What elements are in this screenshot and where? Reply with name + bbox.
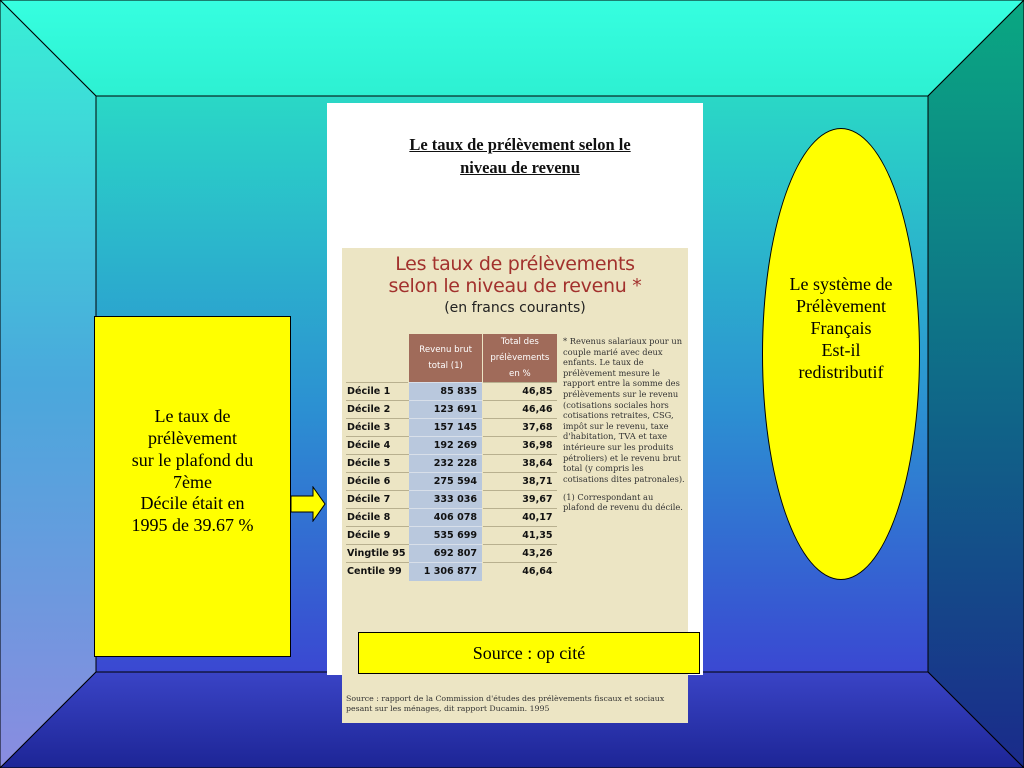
row-label: Centile 99	[346, 563, 409, 581]
left-callout-box	[94, 316, 291, 657]
row-total: 40,17	[483, 509, 557, 527]
table-row	[346, 473, 557, 491]
row-total: 41,35	[483, 527, 557, 545]
row-label: Décile 6	[346, 473, 409, 491]
document-title	[327, 133, 703, 179]
table-row	[346, 563, 557, 581]
table-header-total: Total des prélèvements en %	[483, 334, 557, 383]
row-revenu: 692 807	[409, 545, 483, 563]
row-label: Décile 8	[346, 509, 409, 527]
row-label: Décile 3	[346, 419, 409, 437]
right-arrow-icon	[291, 486, 327, 522]
table-row	[346, 383, 557, 401]
deciles-table	[346, 334, 557, 581]
scan-subtitle: (en francs courants)	[444, 300, 586, 316]
row-total: 38,64	[483, 455, 557, 473]
table-row	[346, 455, 557, 473]
oval-line: Prélèvement	[796, 296, 886, 317]
row-total: 46,64	[483, 563, 557, 581]
scan-title-line: Les taux de prélèvements	[395, 253, 635, 275]
oval-line: Le système de	[789, 274, 893, 295]
row-revenu: 232 228	[409, 455, 483, 473]
row-revenu: 123 691	[409, 401, 483, 419]
table-row	[346, 491, 557, 509]
top-wall	[0, 0, 1024, 96]
row-total: 38,71	[483, 473, 557, 491]
document-image	[327, 103, 703, 714]
left-callout-line: sur le plafond du	[131, 449, 254, 470]
table-body	[346, 383, 557, 581]
row-total: 39,67	[483, 491, 557, 509]
scan-title	[342, 254, 688, 298]
row-total: 43,26	[483, 545, 557, 563]
row-label: Décile 7	[346, 491, 409, 509]
oval-line: Est-il	[821, 339, 861, 360]
document-title-line: Le taux de prélèvement selon le	[409, 135, 631, 154]
table-header-revenu: Revenu brut total (1)	[409, 334, 483, 383]
row-revenu: 157 145	[409, 419, 483, 437]
table-header-row	[346, 334, 557, 383]
row-total: 46,46	[483, 401, 557, 419]
row-revenu: 406 078	[409, 509, 483, 527]
row-label: Décile 4	[346, 437, 409, 455]
row-revenu: 275 594	[409, 473, 483, 491]
row-revenu: 1 306 877	[409, 563, 483, 581]
table-row	[346, 545, 557, 563]
row-total: 37,68	[483, 419, 557, 437]
oval-line: Français	[810, 318, 872, 339]
scan-title-line: selon le niveau de revenu *	[388, 274, 642, 297]
document-title-line: niveau de revenu	[460, 158, 580, 178]
left-callout-line: Le taux de	[154, 405, 231, 426]
scan-note: * Revenus salariaux pour un couple marié avec deux enfants. Le taux de prélèvement mesure le rapport entre la somme des prélèvements sur le revenu (cotisations sociales hors cotisations retraites, CSG, impôt sur le revenu, taxe d'habitation, TVA et taxe intérieure sur les produits pétroliers) et le revenu brut total (y compris les cotisations dites patronales).	[563, 336, 685, 484]
table-row	[346, 401, 557, 419]
left-callout-line: 1995 de 39.67 %	[131, 515, 254, 536]
left-wall	[0, 0, 96, 768]
row-revenu: 85 835	[409, 383, 483, 401]
scan-source-note: Source : rapport de la Commission d'études des prélèvements fiscaux et sociaux pesant sur les ménages, dit rapport Ducamin. 1995	[346, 694, 665, 714]
right-wall	[928, 0, 1024, 768]
table-row	[346, 419, 557, 437]
left-callout-line: Décile était en	[140, 493, 245, 514]
row-label: Décile 5	[346, 455, 409, 473]
row-label: Vingtile 95	[346, 545, 409, 563]
table-row	[346, 527, 557, 545]
table-row	[346, 509, 557, 527]
row-total: 36,98	[483, 437, 557, 455]
row-total: 46,85	[483, 383, 557, 401]
row-revenu: 535 699	[409, 527, 483, 545]
question-oval	[762, 128, 920, 580]
scan-note: (1) Correspondant au plafond de revenu du décile.	[563, 491, 683, 513]
table-row	[346, 437, 557, 455]
row-label: Décile 1	[346, 383, 409, 401]
scan-notes	[563, 336, 687, 513]
row-revenu: 333 036	[409, 491, 483, 509]
oval-line: redistributif	[798, 361, 884, 382]
row-label: Décile 2	[346, 401, 409, 419]
row-label: Décile 9	[346, 527, 409, 545]
left-callout-line: 7ème	[173, 471, 212, 492]
table-header-blank	[346, 334, 409, 383]
row-revenu: 192 269	[409, 437, 483, 455]
source-box: Source : op cité	[358, 632, 700, 674]
left-callout-line: prélèvement	[148, 427, 237, 448]
